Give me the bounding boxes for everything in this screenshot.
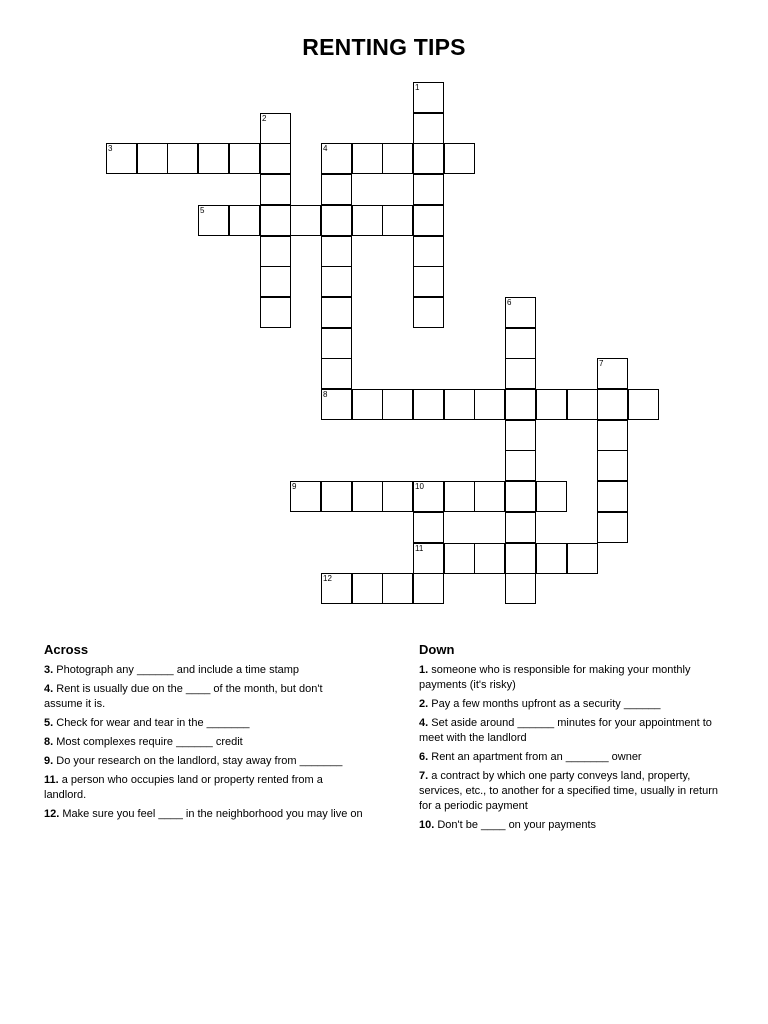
grid-cell[interactable] bbox=[444, 143, 475, 174]
grid-cell[interactable] bbox=[290, 481, 321, 512]
clue bbox=[44, 807, 364, 822]
clue bbox=[44, 735, 364, 750]
grid-cell[interactable] bbox=[413, 573, 444, 604]
grid-cell[interactable] bbox=[352, 481, 383, 512]
grid-cell[interactable] bbox=[567, 543, 598, 574]
across-heading: Across bbox=[44, 642, 89, 657]
grid-cell[interactable] bbox=[444, 389, 475, 420]
clue-text: Most complexes require ______ credit bbox=[53, 736, 243, 748]
grid-cell[interactable] bbox=[260, 143, 291, 174]
grid-cell[interactable] bbox=[413, 143, 444, 174]
grid-cell[interactable] bbox=[567, 389, 598, 420]
clue-number: 3 bbox=[108, 144, 113, 153]
grid-cell[interactable] bbox=[321, 573, 352, 604]
clue-text: Check for wear and tear in the _______ bbox=[53, 717, 250, 729]
grid-cell[interactable] bbox=[413, 205, 444, 236]
clue-text: Rent is usually due on the ____ of the month, but don't assume it is. bbox=[44, 683, 323, 710]
clue-number: 6 bbox=[507, 298, 512, 307]
clue-text: a person who occupies land or property rented from a landlord. bbox=[44, 774, 323, 801]
grid-cell[interactable] bbox=[382, 573, 413, 604]
clue-text: Make sure you feel ____ in the neighborhood you may live on bbox=[59, 808, 363, 820]
clue-number: 9 bbox=[292, 482, 297, 491]
grid-cell[interactable] bbox=[505, 512, 536, 543]
grid-cell[interactable] bbox=[444, 543, 475, 574]
grid-cell[interactable] bbox=[321, 236, 352, 267]
clue-number: 8 bbox=[323, 390, 328, 399]
grid-cell[interactable] bbox=[260, 205, 291, 236]
clue-text: Pay a few months upfront as a security ______ bbox=[428, 698, 661, 710]
grid-cell[interactable] bbox=[260, 266, 291, 297]
grid-cell[interactable] bbox=[413, 543, 444, 574]
grid-cell[interactable] bbox=[260, 174, 291, 205]
clue-text: Photograph any ______ and include a time stamp bbox=[53, 664, 300, 676]
grid-cell[interactable] bbox=[321, 389, 352, 420]
grid-cell[interactable] bbox=[505, 573, 536, 604]
down-clues bbox=[419, 642, 729, 837]
grid-cell[interactable] bbox=[597, 389, 628, 420]
grid-cell[interactable] bbox=[321, 358, 352, 389]
grid-cell[interactable] bbox=[321, 143, 352, 174]
down-heading: Down bbox=[419, 642, 455, 657]
clue bbox=[44, 754, 364, 769]
grid-cell[interactable] bbox=[413, 174, 444, 205]
grid-cell[interactable] bbox=[413, 266, 444, 297]
clue-text: Do your research on the landlord, stay away from _______ bbox=[53, 755, 343, 767]
grid-cell[interactable] bbox=[260, 297, 291, 328]
clue-text: Don't be ____ on your payments bbox=[434, 819, 596, 831]
clue-number: 2. bbox=[419, 698, 429, 710]
clue-number: 4 bbox=[323, 144, 328, 153]
clue bbox=[44, 682, 364, 712]
clue-number: 3. bbox=[44, 664, 54, 676]
clue-number: 7. bbox=[419, 770, 429, 782]
grid-cell[interactable] bbox=[382, 389, 413, 420]
grid-cell[interactable] bbox=[597, 420, 628, 451]
grid-cell[interactable] bbox=[352, 205, 383, 236]
down-clue-list bbox=[419, 663, 729, 833]
grid-cell[interactable] bbox=[505, 481, 536, 512]
grid-cell[interactable] bbox=[352, 573, 383, 604]
clue-number: 10. bbox=[419, 819, 435, 831]
grid-cell[interactable] bbox=[474, 543, 505, 574]
clue-number: 9. bbox=[44, 755, 54, 767]
clue bbox=[419, 716, 729, 746]
grid-cell[interactable] bbox=[382, 205, 413, 236]
clue-number: 1 bbox=[415, 83, 420, 92]
grid-cell[interactable] bbox=[321, 266, 352, 297]
grid-cell[interactable] bbox=[352, 389, 383, 420]
grid-cell[interactable] bbox=[321, 174, 352, 205]
clue bbox=[44, 663, 364, 678]
grid-cell[interactable] bbox=[536, 543, 567, 574]
clue bbox=[44, 716, 364, 731]
clue-number: 5 bbox=[200, 206, 205, 215]
clue bbox=[419, 750, 729, 765]
grid-cell[interactable] bbox=[597, 512, 628, 543]
clue-text: a contract by which one party conveys land, property, services, etc., to another for a specified time, usually in return for a periodic payment bbox=[419, 770, 718, 812]
clue-number: 11. bbox=[44, 774, 59, 786]
clue-number: 10 bbox=[415, 482, 424, 491]
clue-text: Set aside around ______ minutes for your appointment to meet with the landlord bbox=[419, 717, 712, 744]
clue bbox=[419, 697, 729, 712]
grid-cell[interactable] bbox=[321, 297, 352, 328]
grid-cell[interactable] bbox=[505, 450, 536, 481]
grid-cell[interactable] bbox=[413, 113, 444, 144]
grid-cell[interactable] bbox=[597, 481, 628, 512]
grid-cell[interactable] bbox=[229, 205, 260, 236]
clue-number: 4. bbox=[44, 683, 54, 695]
grid-cell[interactable] bbox=[505, 328, 536, 359]
clue-number: 8. bbox=[44, 736, 54, 748]
grid-cell[interactable] bbox=[505, 543, 536, 574]
page-title: RENTING TIPS bbox=[302, 34, 466, 60]
clue-number: 2 bbox=[262, 114, 267, 123]
grid-cell[interactable] bbox=[167, 143, 198, 174]
grid-cell[interactable] bbox=[628, 389, 659, 420]
grid-cell[interactable] bbox=[106, 143, 137, 174]
grid-cell[interactable] bbox=[321, 328, 352, 359]
grid-cell[interactable] bbox=[505, 389, 536, 420]
clue-number: 12. bbox=[44, 808, 60, 820]
grid-cell[interactable] bbox=[290, 205, 321, 236]
grid-cell[interactable] bbox=[505, 297, 536, 328]
grid-cell[interactable] bbox=[321, 481, 352, 512]
grid-cell[interactable] bbox=[505, 358, 536, 389]
grid-cell[interactable] bbox=[382, 143, 413, 174]
clue-number: 11 bbox=[415, 544, 424, 553]
grid-cell[interactable] bbox=[137, 143, 168, 174]
grid-cell[interactable] bbox=[413, 297, 444, 328]
grid-cell[interactable] bbox=[382, 481, 413, 512]
grid-cell[interactable] bbox=[321, 205, 352, 236]
grid-cell[interactable] bbox=[260, 113, 291, 144]
grid-cell[interactable] bbox=[474, 481, 505, 512]
grid-cell[interactable] bbox=[444, 481, 475, 512]
grid-cell[interactable] bbox=[413, 512, 444, 543]
grid-cell[interactable] bbox=[413, 389, 444, 420]
clue-number: 5. bbox=[44, 717, 54, 729]
clue-number: 12 bbox=[323, 574, 332, 583]
grid-cell[interactable] bbox=[597, 358, 628, 389]
grid-cell[interactable] bbox=[505, 420, 536, 451]
grid-cell[interactable] bbox=[198, 143, 229, 174]
grid-cell[interactable] bbox=[597, 450, 628, 481]
grid-cell[interactable] bbox=[536, 481, 567, 512]
clue-number: 4. bbox=[419, 717, 429, 729]
clue-number: 1. bbox=[419, 664, 429, 676]
grid-cell[interactable] bbox=[260, 236, 291, 267]
grid-cell[interactable] bbox=[413, 481, 444, 512]
clue bbox=[419, 663, 729, 693]
grid-cell[interactable] bbox=[474, 389, 505, 420]
grid-cell[interactable] bbox=[198, 205, 229, 236]
clue bbox=[419, 769, 729, 814]
clue bbox=[44, 773, 364, 803]
clue-text: someone who is responsible for making your monthly payments (it's risky) bbox=[419, 664, 691, 691]
across-clue-list bbox=[44, 663, 364, 822]
clue-number: 6. bbox=[419, 751, 429, 763]
clue-number: 7 bbox=[599, 359, 604, 368]
clue bbox=[419, 818, 729, 833]
clue-text: Rent an apartment from an _______ owner bbox=[428, 751, 642, 763]
grid-cell[interactable] bbox=[413, 236, 444, 267]
grid-cell[interactable] bbox=[229, 143, 260, 174]
grid-cell[interactable] bbox=[536, 389, 567, 420]
grid-cell[interactable] bbox=[352, 143, 383, 174]
grid-cell[interactable] bbox=[413, 82, 444, 113]
across-clues bbox=[44, 642, 364, 826]
